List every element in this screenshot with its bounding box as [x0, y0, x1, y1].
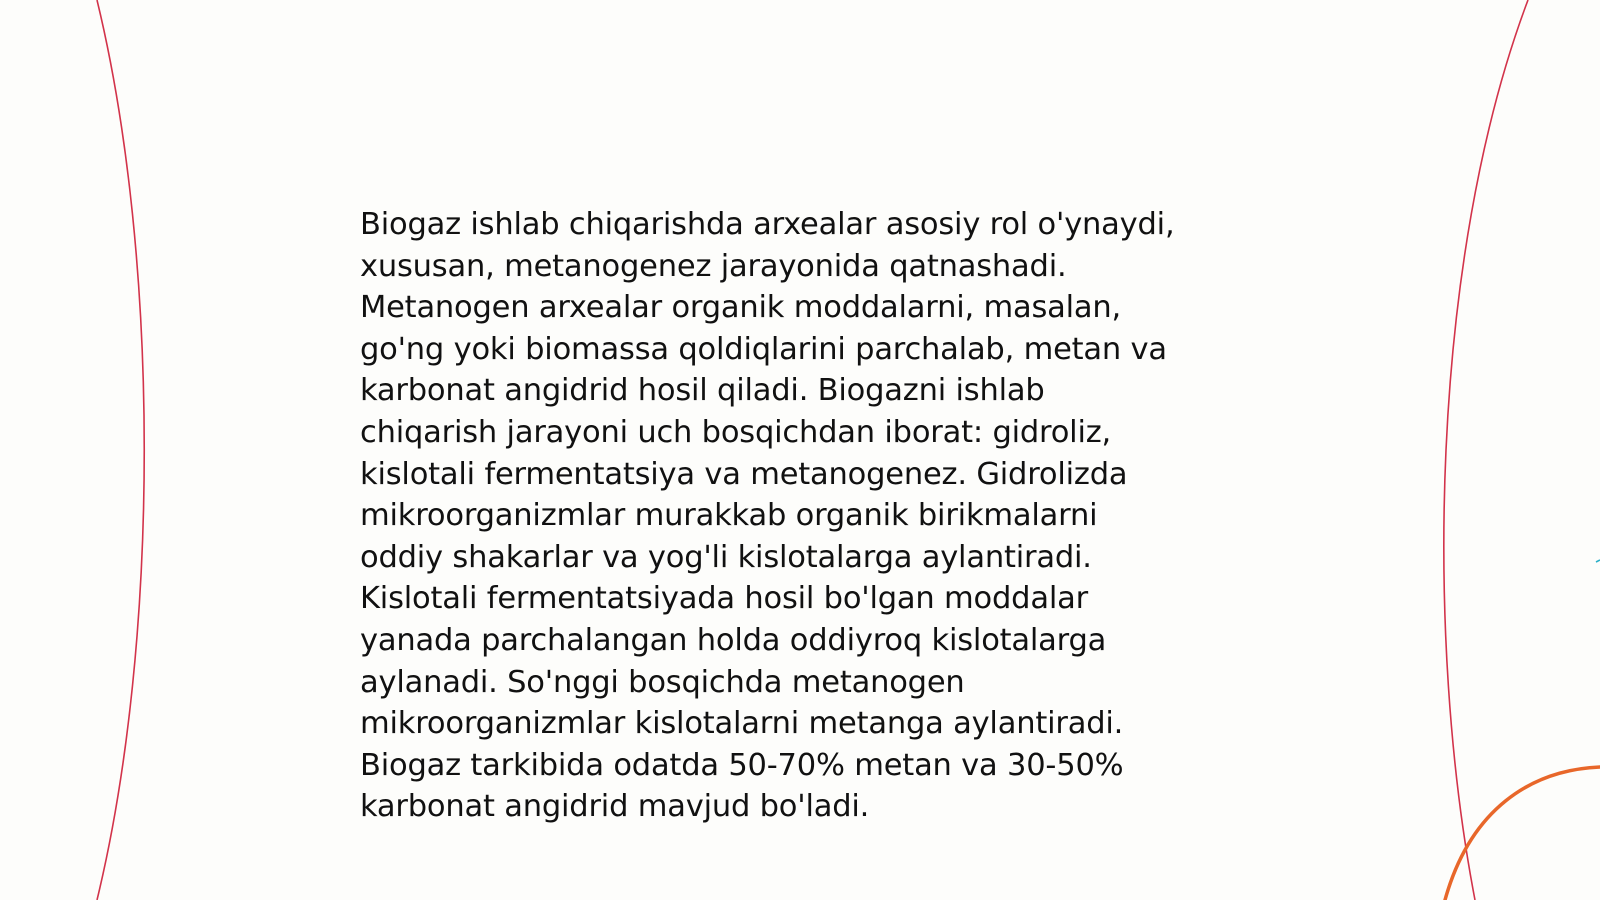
body-line: Biogaz tarkibida odatda 50-70% metan va 30-50%	[360, 747, 1124, 783]
body-line: karbonat angidrid hosil qiladi. Biogazni ishlab	[360, 373, 1045, 409]
body-line: mikroorganizmlar kislotalarni metanga aylantiradi.	[360, 706, 1124, 742]
orange-arc	[1445, 767, 1600, 900]
body-line: Biogaz ishlab chiqarishda arxealar asosiy rol o'ynaydi,	[360, 207, 1175, 242]
body-line: kislotali fermentatsiya va metanogenez. Gidrolizda	[360, 456, 1128, 492]
body-line: chiqarish jarayoni uch bosqichdan iborat: gidroliz,	[360, 414, 1112, 450]
body-line: oddiy shakarlar va yog'li kislotalarga aylantiradi.	[360, 539, 1092, 575]
body-line: Kislotali fermentatsiyada hosil bo'lgan moddalar	[360, 581, 1088, 617]
body-line: karbonat angidrid mavjud bo'ladi.	[360, 789, 870, 825]
body-line: go'ng yoki biomassa qoldiqlarini parchalab, metan va	[360, 331, 1167, 367]
left-curve-line	[97, 0, 144, 900]
body-line: xususan, metanogenez jarayonida qatnashadi.	[360, 248, 1067, 284]
body-line: Metanogen arxealar organik moddalarni, masalan,	[360, 290, 1122, 326]
body-line: yanada parchalangan holda oddiyroq kislotalarga	[360, 622, 1107, 658]
body-line: mikroorganizmlar murakkab organik birikmalarni	[360, 498, 1098, 534]
body-text	[360, 204, 1260, 828]
body-line: aylanadi. So'nggi bosqichda metanogen	[360, 664, 965, 700]
right-curve-line	[1444, 0, 1528, 900]
teal-mark	[1596, 560, 1600, 562]
